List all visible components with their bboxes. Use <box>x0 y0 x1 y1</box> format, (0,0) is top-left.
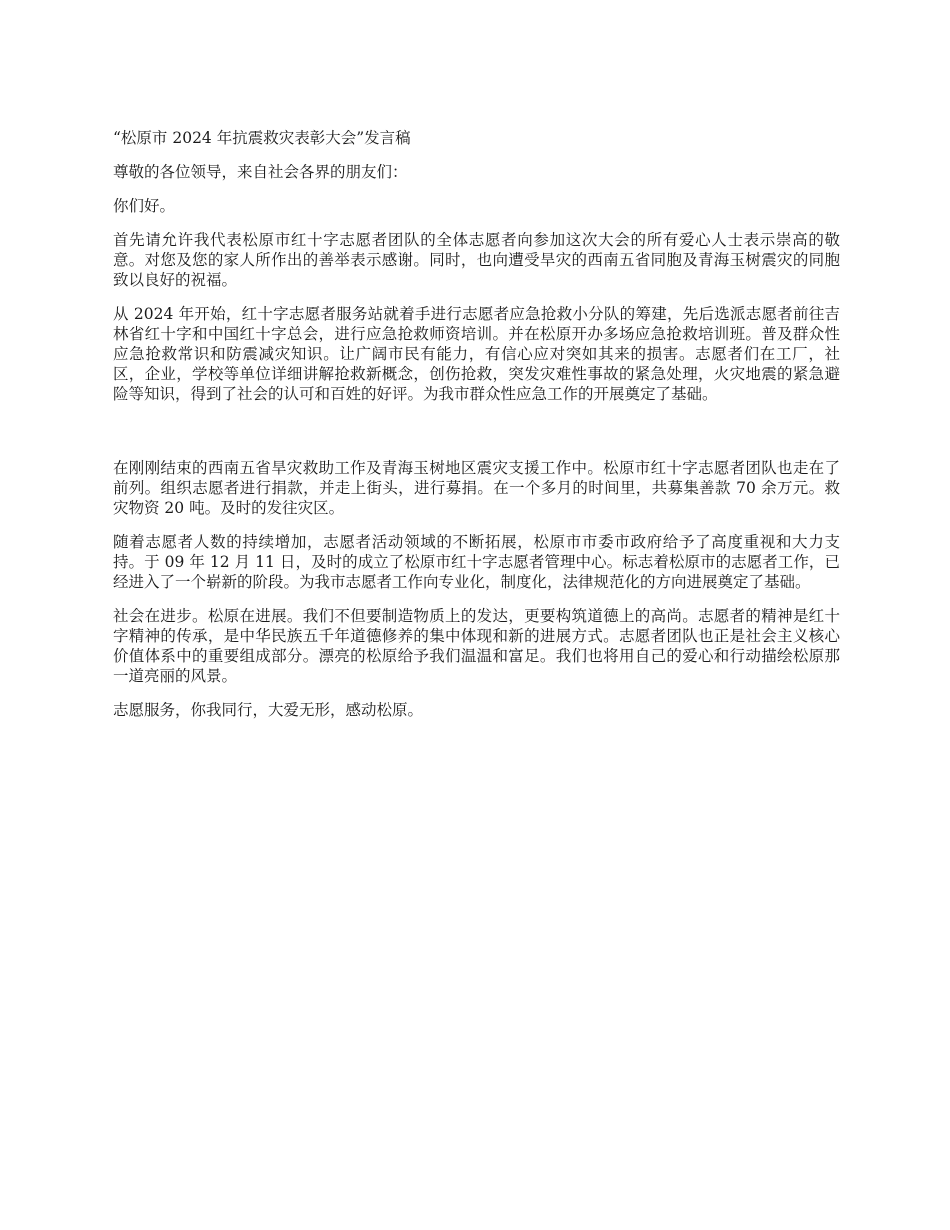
document-page <box>113 128 840 720</box>
salutation: 尊敬的各位领导，来自社会各界的朋友们： <box>113 163 408 181</box>
greeting: 你们好。 <box>113 197 176 215</box>
paragraph-1: 首先请允许我代表松原市红十字志愿者团队的全体志愿者向参加这次大会的所有爱心人士表示崇高的敬意。对您及您的家人所作出的善举表示感谢。同时，也向遭受旱灾的西南五省同胞及青海玉树震灾的同胞致以良好的祝福。 <box>113 231 840 289</box>
paragraph-2: 从 2024 年开始，红十字志愿者服务站就着手进行志愿者应急抢救小分队的筹建，先后选派志愿者前往吉林省红十字和中国红十字总会，进行应急抢救师资培训。并在松原开办多场应急抢救培训班。普及群众性应急抢救常识和防震减灾知识。让广阔市民有能力，有信心应对突如其来的损害。志愿者们在工厂，社区，企业，学校等单位详细讲解抢救新概念，创伤抢救，突发灾难性事故的紧急处理，火灾地震的紧急避险等知识，得到了社会的认可和百姓的好评。为我市群众性应急工作的开展奠定了基础。 <box>113 305 840 403</box>
document-title: “松原市 2024 年抗震救灾表彰大会”发言稿 <box>113 129 411 147</box>
closing-line: 志愿服务，你我同行，大爱无形，感动松原。 <box>113 701 424 719</box>
paragraph-3: 在刚刚结束的西南五省旱灾救助工作及青海玉树地区震灾支援工作中。松原市红十字志愿者团队也走在了前列。组织志愿者进行捐款，并走上街头，进行募捐。在一个多月的时间里，共募集善款 70 余万元。救灾物资 20 吨。及时的发往灾区。 <box>113 459 840 517</box>
paragraph-5: 社会在进步。松原在进展。我们不但要制造物质上的发达，更要构筑道德上的高尚。志愿者的精神是红十字精神的传承，是中华民族五千年道德修养的集中体现和新的进展方式。志愿者团队也正是社会主义核心价值体系中的重要组成部分。漂亮的松原给予我们温温和富足。我们也将用自己的爱心和行动描绘松原那一道亮丽的风景。 <box>113 607 840 685</box>
paragraph-4: 随着志愿者人数的持续增加，志愿者活动领域的不断拓展，松原市市委市政府给予了高度重视和大力支持。于 09 年 12 月 11 日，及时的成立了松原市红十字志愿者管理中心。标志着松原市的志愿者工作，已经进入了一个崭新的阶段。为我市志愿者工作向专业化，制度化，法律规范化的方向进展奠定了基础。 <box>113 533 840 591</box>
